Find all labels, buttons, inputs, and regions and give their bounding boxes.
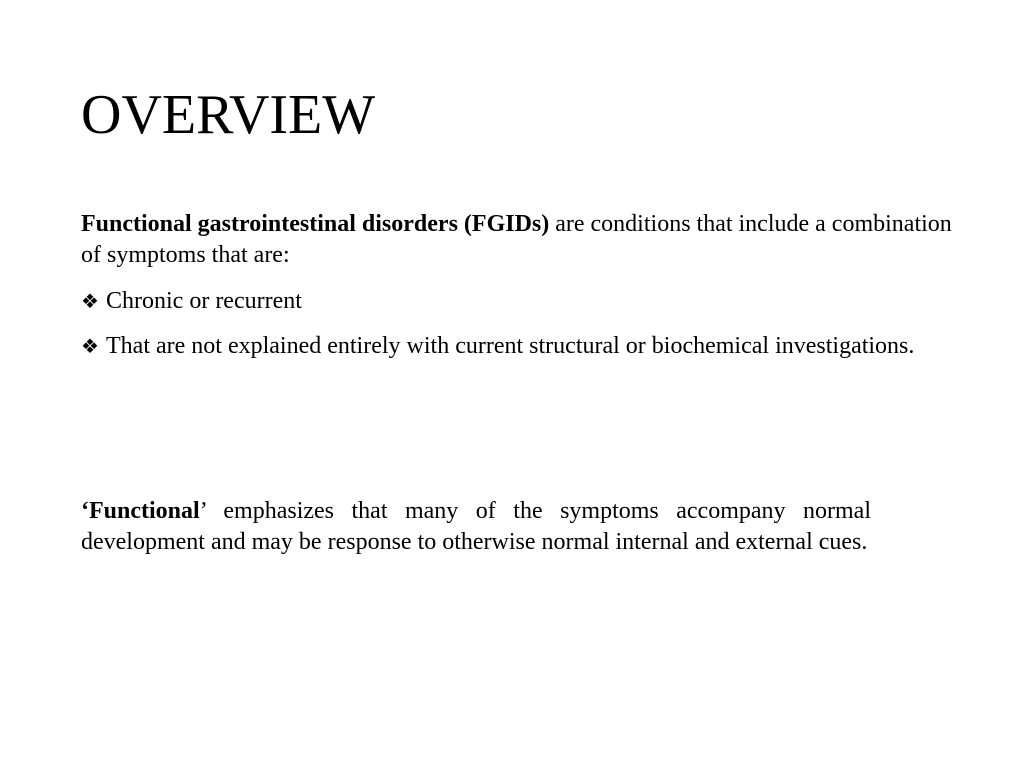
- functional-text: emphasizes that many of the symptoms accompany normal development and may be response to otherwise normal internal and external cues.: [81, 498, 871, 555]
- slide-title: OVERVIEW: [81, 84, 376, 146]
- diamond-bullet-icon: ❖: [81, 289, 99, 313]
- intro-bold-term: Functional gastrointestinal disorders (FGIDs): [81, 211, 550, 237]
- bullet-item: [81, 285, 986, 317]
- bullet-text: That are not explained entirely with current structural or biochemical investigations.: [106, 333, 915, 359]
- bullet-item: [81, 330, 986, 362]
- intro-text: are conditions that include a combination of symptoms that are:: [81, 211, 952, 268]
- functional-quote-close: ’: [199, 498, 206, 524]
- bullet-text: Chronic or recurrent: [106, 288, 302, 314]
- intro-paragraph: [81, 209, 961, 271]
- functional-bold-term: ‘Functional: [81, 498, 200, 524]
- diamond-bullet-icon: ❖: [81, 334, 99, 358]
- functional-paragraph: [81, 496, 871, 558]
